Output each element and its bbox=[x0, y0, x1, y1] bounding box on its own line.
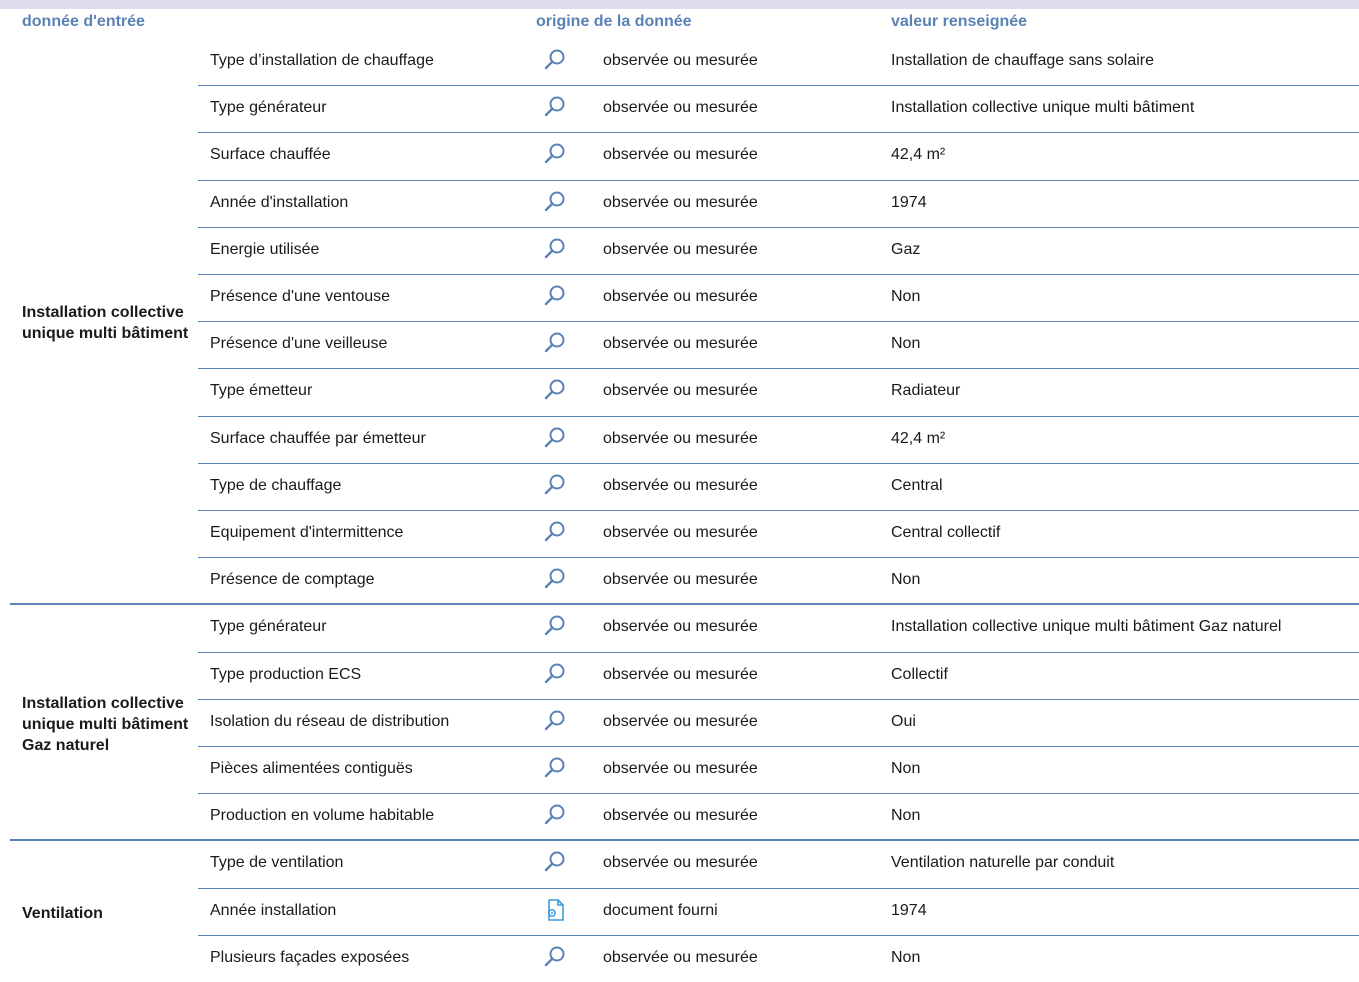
table-row bbox=[0, 463, 1359, 510]
row-origin: observée ou mesurée bbox=[603, 240, 758, 258]
magnifier-icon bbox=[543, 614, 567, 638]
magnifier-icon bbox=[543, 473, 567, 497]
row-divider bbox=[198, 132, 1359, 133]
magnifier-icon bbox=[543, 709, 567, 733]
row-label: Equipement d'intermittence bbox=[210, 524, 404, 541]
row-label: Présence d'une ventouse bbox=[210, 288, 391, 305]
row-value: Non bbox=[891, 807, 921, 825]
group-label: Installation collective unique multi bâtiment bbox=[22, 304, 189, 343]
magnifier-icon bbox=[543, 520, 567, 544]
magnifier-icon bbox=[543, 378, 567, 402]
row-label: Type générateur bbox=[210, 99, 327, 117]
row-label: Année d'installation bbox=[210, 193, 349, 211]
row-divider bbox=[198, 227, 1359, 228]
header-input: donnée d'entrée bbox=[22, 13, 145, 30]
row-label: Présence de comptage bbox=[210, 571, 375, 589]
table-row bbox=[0, 416, 1359, 463]
row-divider bbox=[198, 699, 1359, 700]
magnifier-icon bbox=[543, 426, 567, 450]
group-label: Ventilation bbox=[22, 904, 103, 922]
row-value: Radiateur bbox=[891, 382, 961, 400]
row-origin: observée ou mesurée bbox=[603, 99, 758, 117]
table-row bbox=[0, 227, 1359, 274]
table-row bbox=[0, 38, 1359, 85]
row-value: 42,4 m² bbox=[891, 429, 946, 447]
magnifier-icon bbox=[543, 756, 567, 780]
row-label: Surface chauffée par émetteur bbox=[210, 429, 426, 447]
row-label: Présence d'une veilleuse bbox=[210, 335, 388, 353]
magnifier-icon bbox=[543, 142, 567, 166]
row-origin: document fourni bbox=[603, 901, 718, 919]
document-icon bbox=[543, 898, 567, 922]
group-2 bbox=[0, 840, 1359, 982]
row-value: Oui bbox=[891, 712, 916, 730]
magnifier-icon bbox=[543, 190, 567, 214]
group-1 bbox=[0, 604, 1359, 840]
row-divider bbox=[198, 368, 1359, 369]
row-origin: observée ou mesurée bbox=[603, 146, 758, 164]
table-row bbox=[0, 180, 1359, 227]
magnifier-icon bbox=[543, 567, 567, 591]
row-value: Installation collective unique multi bâtiment bbox=[891, 99, 1195, 117]
row-label: Type de chauffage bbox=[210, 476, 342, 494]
header-origin: origine de la donnée bbox=[536, 13, 692, 30]
table-row bbox=[0, 793, 1359, 840]
row-label: Type générateur bbox=[210, 618, 327, 636]
row-label: Production en volume habitable bbox=[210, 807, 435, 825]
magnifier-icon bbox=[543, 945, 567, 969]
row-origin: observée ou mesurée bbox=[603, 618, 758, 636]
table-row bbox=[0, 274, 1359, 321]
row-value: Non bbox=[891, 948, 921, 966]
row-value: 42,4 m² bbox=[891, 146, 946, 164]
row-origin: observée ou mesurée bbox=[603, 759, 758, 777]
row-origin: observée ou mesurée bbox=[603, 335, 758, 353]
row-origin: observée ou mesurée bbox=[603, 476, 758, 494]
group-0 bbox=[0, 38, 1359, 604]
row-origin: observée ou mesurée bbox=[603, 193, 758, 211]
row-value: Installation collective unique multi bâtiment Gaz naturel bbox=[891, 618, 1282, 636]
row-origin: observée ou mesurée bbox=[603, 52, 758, 69]
row-divider bbox=[198, 793, 1359, 794]
row-origin: observée ou mesurée bbox=[603, 429, 758, 447]
magnifier-icon bbox=[543, 331, 567, 355]
table-row bbox=[0, 652, 1359, 699]
table-row bbox=[0, 510, 1359, 557]
row-origin: observée ou mesurée bbox=[603, 524, 758, 541]
row-label: Année installation bbox=[210, 901, 337, 919]
row-origin: observée ou mesurée bbox=[603, 948, 758, 966]
top-band bbox=[0, 0, 1359, 9]
row-value: Non bbox=[891, 759, 921, 777]
row-value: 1974 bbox=[891, 901, 927, 919]
table-row bbox=[0, 85, 1359, 132]
row-divider bbox=[198, 652, 1359, 653]
table-row bbox=[0, 321, 1359, 368]
table-header bbox=[0, 9, 1359, 35]
table-row bbox=[0, 746, 1359, 793]
row-label: Type émetteur bbox=[210, 382, 313, 400]
row-divider bbox=[198, 935, 1359, 936]
magnifier-icon bbox=[543, 284, 567, 308]
row-divider bbox=[198, 510, 1359, 511]
row-label: Energie utilisée bbox=[210, 240, 320, 258]
row-origin: observée ou mesurée bbox=[603, 665, 758, 683]
row-origin: observée ou mesurée bbox=[603, 571, 758, 589]
row-divider bbox=[198, 463, 1359, 464]
table-row bbox=[0, 368, 1359, 415]
row-divider bbox=[198, 416, 1359, 417]
row-label: Isolation du réseau de distribution bbox=[210, 712, 450, 730]
table-row bbox=[0, 557, 1359, 604]
table-row bbox=[0, 840, 1359, 887]
magnifier-icon bbox=[543, 850, 567, 874]
table-row bbox=[0, 604, 1359, 651]
group-label: Installation collective unique multi bâtiment Gaz naturel bbox=[22, 694, 189, 754]
row-divider bbox=[198, 85, 1359, 86]
row-value: Ventilation naturelle par conduit bbox=[891, 854, 1115, 872]
row-value: Collectif bbox=[891, 665, 948, 683]
row-value: Gaz bbox=[891, 240, 921, 258]
row-value: 1974 bbox=[891, 193, 927, 211]
row-value: Non bbox=[891, 571, 921, 589]
table-row bbox=[0, 132, 1359, 179]
magnifier-icon bbox=[543, 662, 567, 686]
row-divider bbox=[198, 180, 1359, 181]
row-divider bbox=[198, 557, 1359, 558]
row-label: Plusieurs façades exposées bbox=[210, 948, 410, 966]
row-divider bbox=[198, 746, 1359, 747]
row-divider bbox=[198, 321, 1359, 322]
row-origin: observée ou mesurée bbox=[603, 854, 758, 872]
row-label: Type production ECS bbox=[210, 665, 362, 683]
row-label: Type de ventilation bbox=[210, 854, 344, 872]
table-row bbox=[0, 935, 1359, 982]
table-row bbox=[0, 888, 1359, 935]
row-value: Non bbox=[891, 335, 921, 353]
magnifier-icon bbox=[543, 48, 567, 72]
row-value: Central collectif bbox=[891, 524, 1001, 541]
magnifier-icon bbox=[543, 95, 567, 119]
row-origin: observée ou mesurée bbox=[603, 382, 758, 400]
row-value: Installation de chauffage sans solaire bbox=[891, 52, 1154, 69]
row-label: Pièces alimentées contiguës bbox=[210, 759, 413, 777]
row-origin: observée ou mesurée bbox=[603, 288, 758, 305]
table-row bbox=[0, 699, 1359, 746]
row-label: Type d’installation de chauffage bbox=[210, 52, 434, 69]
row-label: Surface chauffée bbox=[210, 146, 331, 164]
row-value: Non bbox=[891, 288, 921, 305]
header-value: valeur renseignée bbox=[891, 13, 1028, 30]
row-divider bbox=[198, 274, 1359, 275]
magnifier-icon bbox=[543, 237, 567, 261]
row-origin: observée ou mesurée bbox=[603, 807, 758, 825]
row-divider bbox=[198, 888, 1359, 889]
row-value: Central bbox=[891, 476, 943, 494]
magnifier-icon bbox=[543, 803, 567, 827]
row-origin: observée ou mesurée bbox=[603, 712, 758, 730]
